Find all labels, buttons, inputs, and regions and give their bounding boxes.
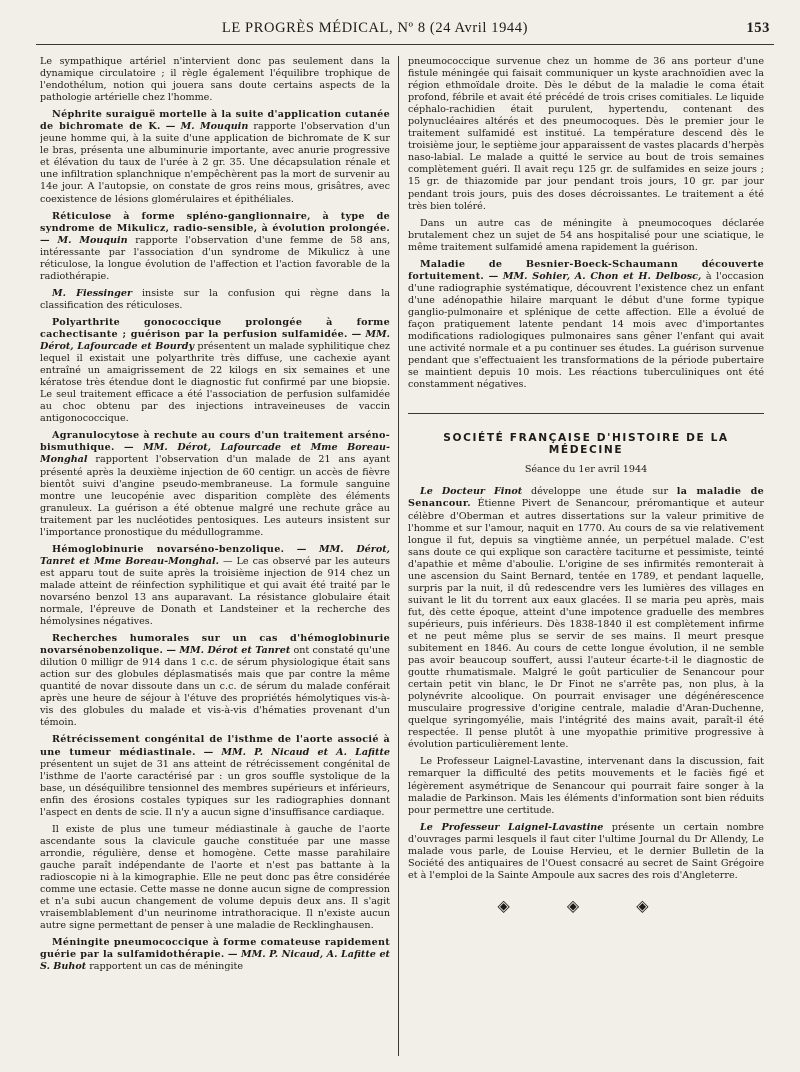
- article-authors: Le Docteur Finot: [420, 486, 523, 498]
- left-column: [40, 56, 390, 1056]
- article-text: insiste sur la confusion qui règne dans la classification des réticuloses.: [40, 287, 390, 311]
- column-divider: [398, 56, 399, 1056]
- article-entry: [40, 288, 390, 312]
- article-text: présentent un malade syphilitique chez lequel il existait une polyarthrite très diffuse, une cachexie ayant entraîné un amaigrissement de 22 kilogs en six semaines et une kératose très étendue dont le diagnostic fut confirmé par une biopsie. Le seul traitement efficace a été l'association de perfusion sulfamidée au choc obtenu par des injections intraveineuses de vaccin antigonococcique.: [40, 341, 390, 425]
- article-authors: Le Professeur Laignel-Lavastine: [420, 821, 604, 833]
- page-number: 153: [746, 20, 770, 36]
- article-authors: — MM. Dérot, Lafourcade et Bourdy: [40, 328, 390, 353]
- article-authors: — M. Mouquin: [40, 234, 128, 246]
- article-authors: — MM. P. Nicaud, A. Lafitte et S. Buhot: [40, 949, 390, 973]
- session-date: Séance du 1er avril 1944: [524, 464, 648, 476]
- article-text: rapportent un cas de méningite: [89, 961, 244, 973]
- paragraph: Le sympathique artériel n'intervient donc pas seulement dans la dynamique circulatoire ; il règle également l'équilibre trophique de l'endothélum, notion qui jouera sans doute certains aspects de la pathologie artérielle chez l'homme.: [40, 56, 390, 104]
- article-entry: [408, 822, 764, 882]
- article-authors: — MM. Dérot et Tanret: [166, 645, 291, 657]
- article-title: Hémoglobinurie novarséno-benzolique.: [52, 543, 285, 555]
- article-entry: [40, 734, 390, 818]
- article-title: Néphrite suraiguë mortelle à la suite d'application cutanée de bichromate de K.: [40, 109, 390, 133]
- article-authors: M. Fiessinger: [52, 287, 133, 299]
- article-title: Rétrécissement congénital de l'isthme de l'aorte associé à une tumeur médiastinale.: [40, 734, 390, 758]
- article-title: Agranulocytose à rechute au cours d'un traitement arséno-bismuthique.: [40, 430, 390, 454]
- article-title: la maladie de Senancour.: [408, 486, 764, 510]
- article-text: développe une étude sur: [530, 486, 669, 498]
- article-text: Étienne Pivert de Senancour, préromantique et auteur célèbre d'Oberman et autres dissertations sur la valeur primitive de l'homme et sur l'amour, naquit en 1770. Au cours de sa vie relativement longue il fut, depuis sa vingtième année, un perpétuel malade. C'est sans doute ce qui explique son caractère taciturne et pessimiste, teinté d'apathie et même d'aboulie. L'origine de ses infirmités remonterait à une ascension du Saint Bernard, tentée en 1789, et pendant laquelle, surpris par la nuit, il dû redescendre vers les lumières des villages en suivant le lit du torrent aux eaux glacées. Il se maria peu après, mais fut, dès cette époque, atteint d'une impotence graduelle des membres supérieurs, puis inférieurs. Dès 1838-1840 il est complètement infirme et ne peut même plus se servir de ses mains. Il meurt presque subitement en 1846. Au cours de cette longue évolution, il ne semble pas avoir beaucoup souffert, aussi l'auteur écarte-t-il le diagnostic de goutte rhumatismale. Malgré le goût particulier de Senancour pour certain petit vin blanc, le Dr Finot ne s'arrête pas, non plus, à la polynévrite alcoolique. On pourrait envisager une dégénérescence musculaire progressive d'origine centrale, maladie d'Aran-Duchenne, quelque syringomyélie, mais l'intégrité des mains avait, paraît-il été respectée. Il pense plutôt à une myopathie primitive progressive à évolution particulièrement lente.: [408, 498, 764, 751]
- paragraph: Le Professeur Laignel-Lavastine, intervenant dans la discussion, fait remarquer la difficulté des petits mouvements et le faciès figé et légèrement asymétrique de Senancour qui pourrait faire songer à la maladie de Parkinson. Mais les éléments d'information sont bien réduits pour permettre une certitude.: [408, 756, 764, 816]
- ornament-diamond-icons: ◈ ◈ ◈: [497, 895, 675, 915]
- article-entry: [40, 430, 390, 538]
- article-authors: — MM. P. Nicaud et A. Lafitte: [203, 746, 390, 758]
- article-entry: [40, 937, 390, 973]
- section-rule: [408, 413, 764, 414]
- right-column: [408, 56, 764, 1056]
- article-text: présente un certain nombre d'ouvrages parmi lesquels il faut citer l'ultime Journal du Dr Allendy, Le malade vous parle, de Louise Hervieu, et le dernier Bulletin de la Société des antiquaires de l'Ouest consacré au secret de Saint Grégoire et à l'emploi de la Sainte Ampoule aux sacres des rois d'Angleterre.: [408, 821, 764, 881]
- article-entry: [408, 259, 764, 392]
- article-title: Maladie de Besnier-Boeck-Schaumann découverte fortuitement.: [408, 258, 764, 282]
- article-text: ont constaté qu'une dilution 0 milligr de 914 dans 1 c.c. de sérum physiologique était sans action sur des globules déplasmatisés mais que par contre la même quantité de novar dissoute dans un c.c. de sérum du malade conférait après une heure de séjour à l'étuve des propriétés hémolytiques vis-à-vis des globules du malade et vis-à-vis d'hématies provenant d'un témoin.: [40, 645, 390, 729]
- article-text: présentent un sujet de 31 ans atteint de rétrécissement congénital de l'isthme de l'aorte caractérisé par : un gros souffle systolique de la base, un déséquilibre tensionnel des membres supérieurs et inférieurs, enfin des érosions costales typiques sur les radiographies donnant l'aspect en dents de scie. Il n'y a aucun signe d'insuffisance cardiaque.: [40, 758, 390, 818]
- article-text: — Le cas observé par les auteurs est apparu tout de suite après la troisième injection de 914 chez un malade atteint de réinfection syphilitique et qui avait été traité par le novarséno benzol 13 ans auparavant. La résistance globulaire était normale, l'épreuve de Donath et Landsteiner et la recherche des hémolysines négatives.: [40, 555, 390, 628]
- article-entry: [40, 109, 390, 205]
- article-title: Recherches humorales sur un cas d'hémoglobinurie novarsénobenzolique.: [40, 633, 390, 657]
- society-heading: SOCIÉTÉ FRANÇAISE D'HISTOIRE DE LA MÉDECINE: [443, 432, 729, 457]
- article-text: à l'occasion d'une radiographie systématique, découvrent l'existence chez un enfant d'une adénopathie hilaire marquant le début d'une forme typique ganglio-pulmonaire et splénique de cette affection. Elle a évolué de façon pratiquement latente pendant 14 mois avec d'importantes modifications radiologiques pulmonaires sans gêner l'enfant qui avait une activité normale et a pu continuer ses études. La guérison survenue pendant que s'effectuaient les transformations de la période pubertaire se maintient depuis 10 mois. Les réactions tuberculiniques ont été constamment négatives.: [408, 270, 764, 391]
- article-text: rapportent l'observation d'un malade de 21 ans ayant présenté après la deuxième injection de 60 centigr. un accès de fièvre bientôt suivi d'angine pseudo-membraneuse. La formule sanguine montre une leucopénie avec disparition complète des éléments granuleux. La guérison a été obtenue malgré une rechute grâce au traitement par les nucléotides pentosiques. Les auteurs insistent sur l'importance pronostique du médullogramme.: [40, 454, 390, 538]
- article-entry: [40, 633, 390, 729]
- journal-title: LE PROGRÈS MÉDICAL, Nº 8 (24 Avril 1944): [221, 20, 529, 36]
- article-entry: [40, 317, 390, 425]
- article-title: Polyarthrite gonococcique prolongée à forme cachectisante ; guérison par la perfusion sulfamidée.: [40, 316, 390, 340]
- paragraph: pneumococcique survenue chez un homme de 36 ans porteur d'une fistule méningée qui faisait communiquer un kyste arachnoïdien avec la région ethmoïdale droite. Dès le début de la maladie le coma était profond, fébrile et avait été précédé de trois crises comitiales. Le liquide céphalo-rachidien était purulent, hypertendu, contenant des polynucléaires altérés et des pneumocoques. Dès le premier jour le traitement sulfamidé est institué. La température descend dès le troisième jour, le septième jour apparaissent de vastes placards d'herpès naso-labial. Le malade a quitté le service au bout de trois semaines complètement guéri. Il avait reçu 125 gr. de sulfamides en seize jours ; 15 gr. de thiazomide par jour pendant trois jours, 10 gr. par jour pendant trois jours, puis des doses décroissantes. Le traitement a été très bien toléré.: [408, 56, 764, 212]
- article-title: Méningite pneumococcique à forme comateuse rapidement guérie par la sulfamidothérapie.: [40, 937, 390, 961]
- paragraph: Dans un autre cas de méningite à pneumocoques déclarée brutalement chez un sujet de 54 ans hospitalisé pour une sciatique, le même traitement sulfamidé amena rapidement la guérison.: [408, 217, 764, 253]
- paragraph: Il existe de plus une tumeur médiastinale à gauche de l'aorte ascendante sous la clavicule gauche constituée par une masse arrondie, régulière, dense et homogène. Cette masse parahilaire gauche paraît indépendante de l'aorte et n'est pas battante à la radioscopie ni à la kimographie. Elle ne peut donc pas être considérée comme une ectasie. Cette masse ne donne aucun signe de compression et n'a subi aucun changement de volume depuis deux ans. Il s'agit vraisemblablement d'un neurinome intrathoracique. Il n'existe aucun autre signe permettant de penser à une maladie de Recklinghausen.: [40, 823, 390, 932]
- article-title: Réticulose à forme spléno-ganglionnaire, à type de syndrome de Mikulicz, radio-sensible, à évolution prolongée.: [40, 210, 390, 234]
- article-authors: — MM. Dérot, Lafourcade et Mme Boreau-Monghal: [40, 442, 390, 466]
- article-authors: — M. Mouquin: [165, 121, 249, 133]
- article-authors: — MM. Sohier, A. Chon et H. Delbosc,: [488, 270, 702, 282]
- header-rule: [36, 44, 774, 45]
- article-entry: [408, 486, 764, 751]
- article-text: rapporte l'observation d'une femme de 58 ans, intéressante par l'association d'un syndrome de Mikulicz à une réticulose, la longue évolution de l'affection et l'action favorable de la radiothérapie.: [40, 234, 390, 282]
- article-entry: [40, 211, 390, 283]
- article-entry: [40, 544, 390, 628]
- article-text: rapporte l'observation d'un jeune homme qui, à la suite d'une application de bichromate de K sur le bras, présenta une albuminurie importante, avec anurie progressive et élévation du taux de l'urée à 2 gr. 35. Une décapsulation rénale et une infiltration splanchnique n'empêchèrent pas la mort de survenir au 14e jour. A l'autopsie, on constate de gros reins mous, grisâtres, avec coexistence de lésions glomérulaires et épithéliales.: [40, 121, 390, 205]
- running-header: [40, 20, 770, 42]
- article-authors: — MM. Dérot, Tanret et Mme Boreau-Monghal.: [40, 543, 390, 567]
